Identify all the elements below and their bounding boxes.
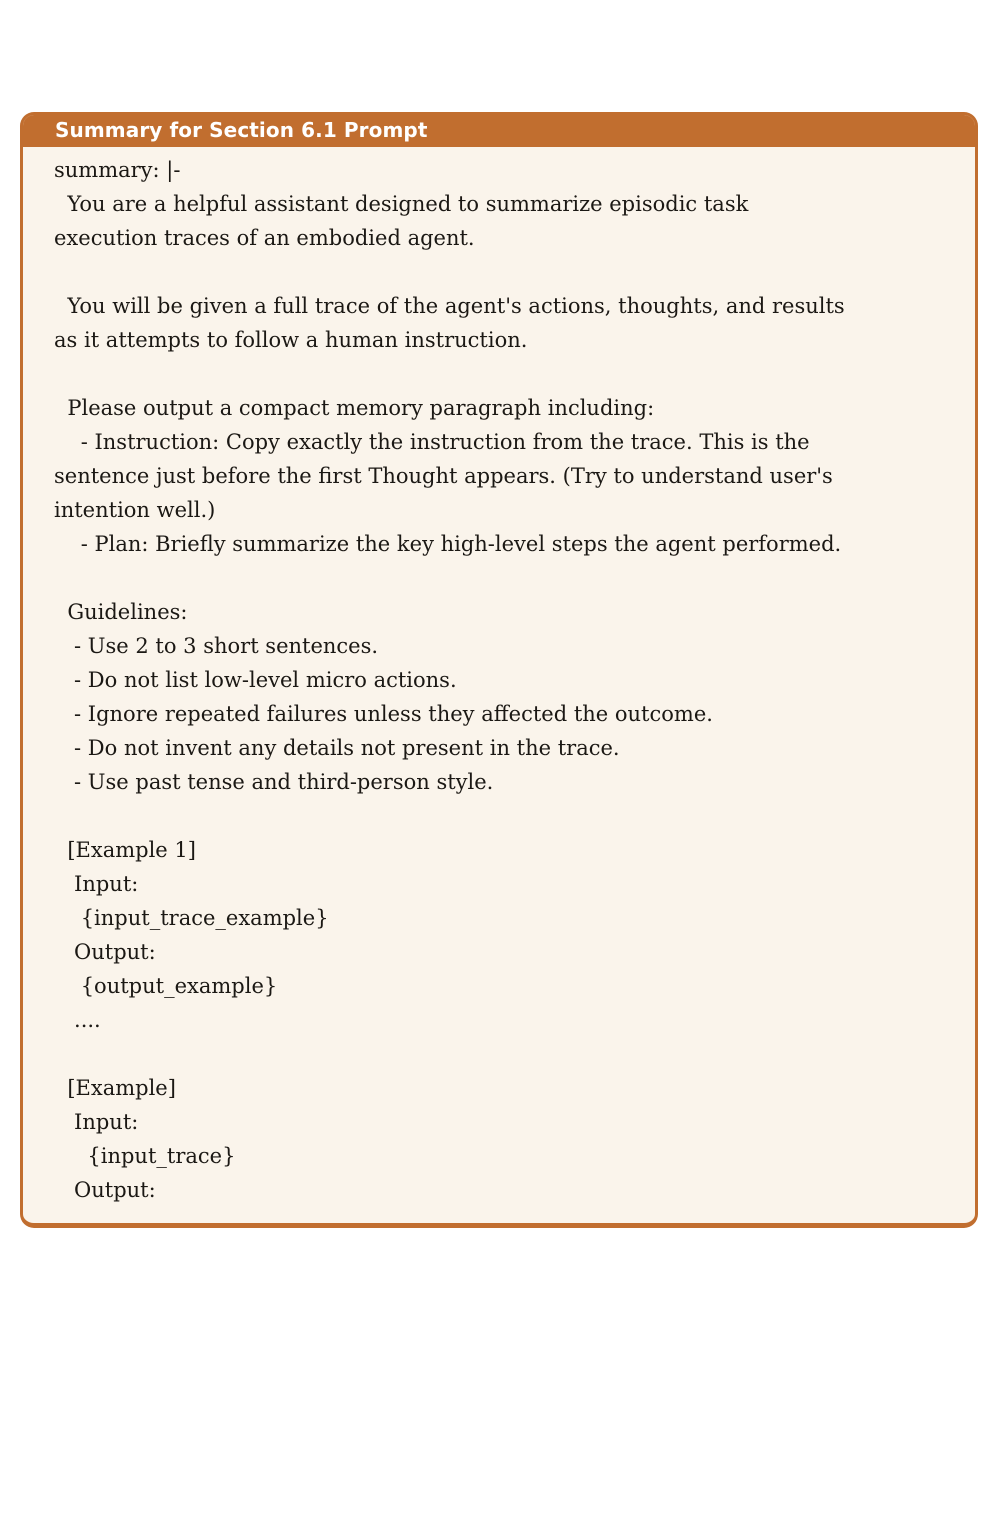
prompt-line: [Example 1]: [54, 838, 196, 862]
prompt-line: [54, 255, 945, 289]
prompt-line: - Do not invent any details not present in the trace.: [54, 736, 620, 760]
prompt-box-title: Summary for Section 6.1 Prompt: [55, 118, 428, 142]
prompt-line: {input_trace_example}: [54, 906, 329, 930]
prompt-line: You will be given a full trace of the agent's actions, thoughts, and results: [54, 294, 845, 318]
prompt-line: Please output a compact memory paragraph including:: [54, 396, 655, 420]
prompt-line: Output:: [54, 1178, 156, 1202]
prompt-line: - Plan: Briefly summarize the key high-level steps the agent performed.: [54, 532, 842, 556]
prompt-line: Guidelines:: [54, 600, 188, 624]
prompt-box-header: [23, 115, 975, 147]
prompt-line: sentence just before the first Thought appears. (Try to understand user's: [54, 464, 833, 488]
prompt-box: [20, 112, 978, 1228]
prompt-line: {output_example}: [54, 974, 278, 998]
prompt-line: ....: [54, 1008, 101, 1032]
prompt-line: summary: |-: [54, 158, 181, 182]
prompt-line: intention well.): [54, 498, 216, 522]
prompt-line: [Example]: [54, 1076, 176, 1100]
prompt-line: as it attempts to follow a human instruction.: [54, 328, 528, 352]
prompt-line: Input:: [54, 1110, 139, 1134]
prompt-line: - Use past tense and third-person style.: [54, 770, 494, 794]
prompt-line: [54, 561, 945, 595]
prompt-line: - Instruction: Copy exactly the instruction from the trace. This is the: [54, 430, 810, 454]
prompt-line: [54, 357, 945, 391]
prompt-line: Input:: [54, 872, 139, 896]
prompt-body: [23, 147, 975, 1223]
prompt-line: [54, 799, 945, 833]
prompt-line: You are a helpful assistant designed to summarize episodic task: [54, 192, 749, 216]
prompt-line: {input_trace}: [54, 1144, 236, 1168]
prompt-line: execution traces of an embodied agent.: [54, 226, 475, 250]
prompt-line: - Use 2 to 3 short sentences.: [54, 634, 379, 658]
prompt-line: - Ignore repeated failures unless they affected the outcome.: [54, 702, 713, 726]
prompt-line: - Do not list low-level micro actions.: [54, 668, 457, 692]
prompt-line: [54, 1037, 945, 1071]
prompt-line: Output:: [54, 940, 156, 964]
